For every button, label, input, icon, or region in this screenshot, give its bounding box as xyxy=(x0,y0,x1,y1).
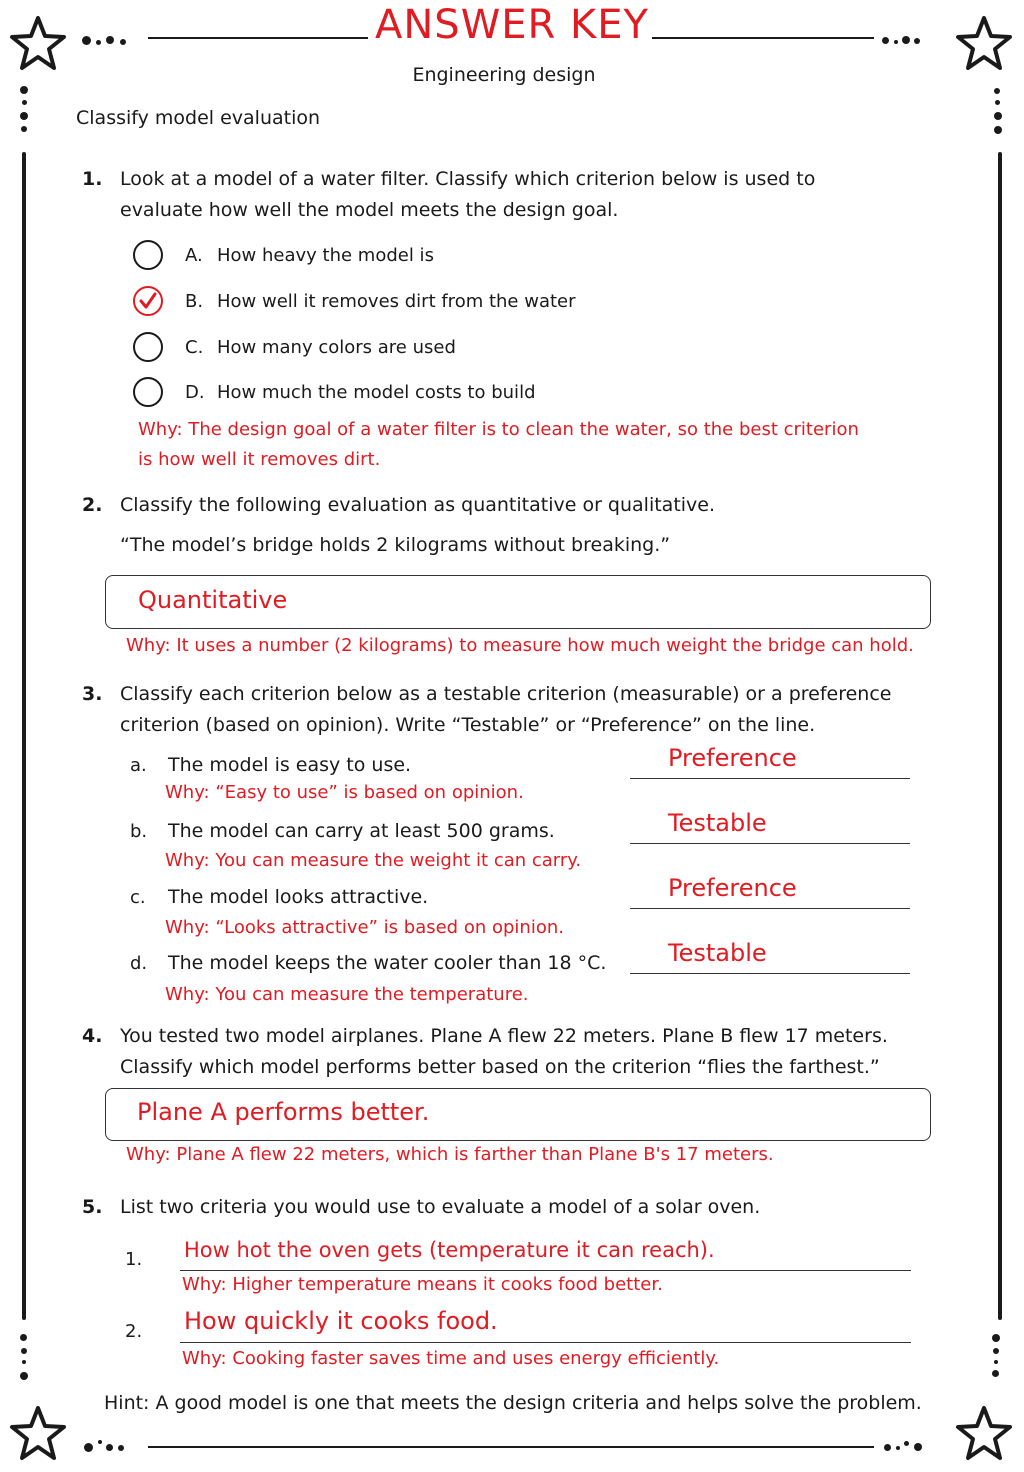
question-2-text: Classify the following evaluation as quantitative or qualitative. xyxy=(120,494,716,516)
question-3-line-2: criterion (based on opinion). Write “Testable” or “Preference” on the line. xyxy=(120,714,816,736)
question-1-number: 1. xyxy=(82,168,103,190)
left-rule xyxy=(22,152,26,1320)
item-b-explanation: Why: You can measure the weight it can carry. xyxy=(165,850,582,871)
question-1-line-2: evaluate how well the model meets the design goal. xyxy=(120,199,619,221)
answer-box[interactable] xyxy=(105,1088,931,1141)
checkmark-icon xyxy=(138,291,158,311)
question-2-quote: “The model’s bridge holds 2 kilograms without breaking.” xyxy=(120,534,671,556)
option-b-label: How well it removes dirt from the water xyxy=(217,291,576,312)
question-3-number: 3. xyxy=(82,683,103,705)
question-4-answer: Plane A performs better. xyxy=(137,1098,430,1126)
criterion-1-answer: How hot the oven gets (temperature it can reach). xyxy=(184,1238,715,1262)
question-1-text xyxy=(120,164,815,226)
item-c-letter: c. xyxy=(130,887,146,908)
option-c-letter: C. xyxy=(185,337,204,358)
item-a-answer: Preference xyxy=(668,744,797,772)
question-1-line-1: Look at a model of a water filter. Classify which criterion below is used to xyxy=(120,168,816,190)
option-d-radio[interactable] xyxy=(133,377,163,407)
answer-line[interactable] xyxy=(180,1236,911,1271)
item-b-letter: b. xyxy=(130,821,148,842)
explanation-line-1: Why: The design goal of a water filter is to clean the water, so the best criterion xyxy=(138,419,859,440)
item-d-explanation: Why: You can measure the temperature. xyxy=(165,984,529,1005)
option-d-label: How much the model costs to build xyxy=(217,382,536,403)
option-c-label: How many colors are used xyxy=(217,337,456,358)
option-d-letter: D. xyxy=(185,382,205,403)
star-icon xyxy=(8,1404,68,1464)
item-d-text: The model keeps the water cooler than 18 °C. xyxy=(168,952,607,974)
question-2-explanation: Why: It uses a number (2 kilograms) to measure how much weight the bridge can hold. xyxy=(126,635,914,656)
page-subtitle: Engineering design xyxy=(412,64,596,86)
item-a-letter: a. xyxy=(130,755,147,776)
answer-line[interactable] xyxy=(630,874,910,909)
question-4-number: 4. xyxy=(82,1025,103,1047)
item-b-text: The model can carry at least 500 grams. xyxy=(168,820,555,842)
criterion-2-answer: How quickly it cooks food. xyxy=(184,1307,498,1335)
question-3-line-1: Classify each criterion below as a testable criterion (measurable) or a preference xyxy=(120,683,892,705)
option-b-radio[interactable] xyxy=(133,286,163,316)
hint-text: Hint: A good model is one that meets the design criteria and helps solve the problem. xyxy=(104,1392,922,1414)
question-4-line-2: Classify which model performs better based on the criterion “flies the farthest.” xyxy=(120,1056,880,1078)
item-c-explanation: Why: “Looks attractive” is based on opinion. xyxy=(165,917,564,938)
question-4-explanation: Why: Plane A flew 22 meters, which is farther than Plane B's 17 meters. xyxy=(126,1144,774,1165)
question-1-explanation xyxy=(138,415,859,475)
criterion-2-number: 2. xyxy=(125,1321,143,1342)
option-a-label: How heavy the model is xyxy=(217,245,434,266)
question-5-text: List two criteria you would use to evaluate a model of a solar oven. xyxy=(120,1196,761,1218)
star-icon xyxy=(954,1404,1014,1464)
question-4-line-1: You tested two model airplanes. Plane A flew 22 meters. Plane B flew 17 meters. xyxy=(120,1025,888,1047)
item-d-answer: Testable xyxy=(668,939,767,967)
item-b-answer: Testable xyxy=(668,809,767,837)
option-c-radio[interactable] xyxy=(133,332,163,362)
section-title: Classify model evaluation xyxy=(76,107,321,129)
item-a-text: The model is easy to use. xyxy=(168,754,412,776)
right-rule xyxy=(998,152,1002,1320)
option-b-letter: B. xyxy=(185,291,204,312)
criterion-1-number: 1. xyxy=(125,1249,143,1270)
question-4-text xyxy=(120,1021,888,1083)
question-2-answer: Quantitative xyxy=(138,586,288,614)
item-c-text: The model looks attractive. xyxy=(168,886,429,908)
answer-box[interactable] xyxy=(105,575,931,629)
option-a-letter: A. xyxy=(185,245,203,266)
item-c-answer: Preference xyxy=(668,874,797,902)
criterion-2-explanation: Why: Cooking faster saves time and uses energy efficiently. xyxy=(182,1348,720,1369)
answer-line[interactable] xyxy=(630,744,910,779)
answer-line[interactable] xyxy=(630,809,910,844)
question-5-number: 5. xyxy=(82,1196,103,1218)
item-a-explanation: Why: “Easy to use” is based on opinion. xyxy=(165,782,524,803)
bottom-rule xyxy=(148,1446,874,1448)
page-title: ANSWER KEY xyxy=(375,2,649,48)
answer-line[interactable] xyxy=(180,1305,911,1343)
item-d-letter: d. xyxy=(130,953,148,974)
criterion-1-explanation: Why: Higher temperature means it cooks food better. xyxy=(182,1274,663,1295)
question-2-number: 2. xyxy=(82,494,103,516)
question-3-text xyxy=(120,679,891,741)
answer-line[interactable] xyxy=(630,939,910,974)
option-a-radio[interactable] xyxy=(133,240,163,270)
explanation-line-2: is how well it removes dirt. xyxy=(138,449,381,470)
